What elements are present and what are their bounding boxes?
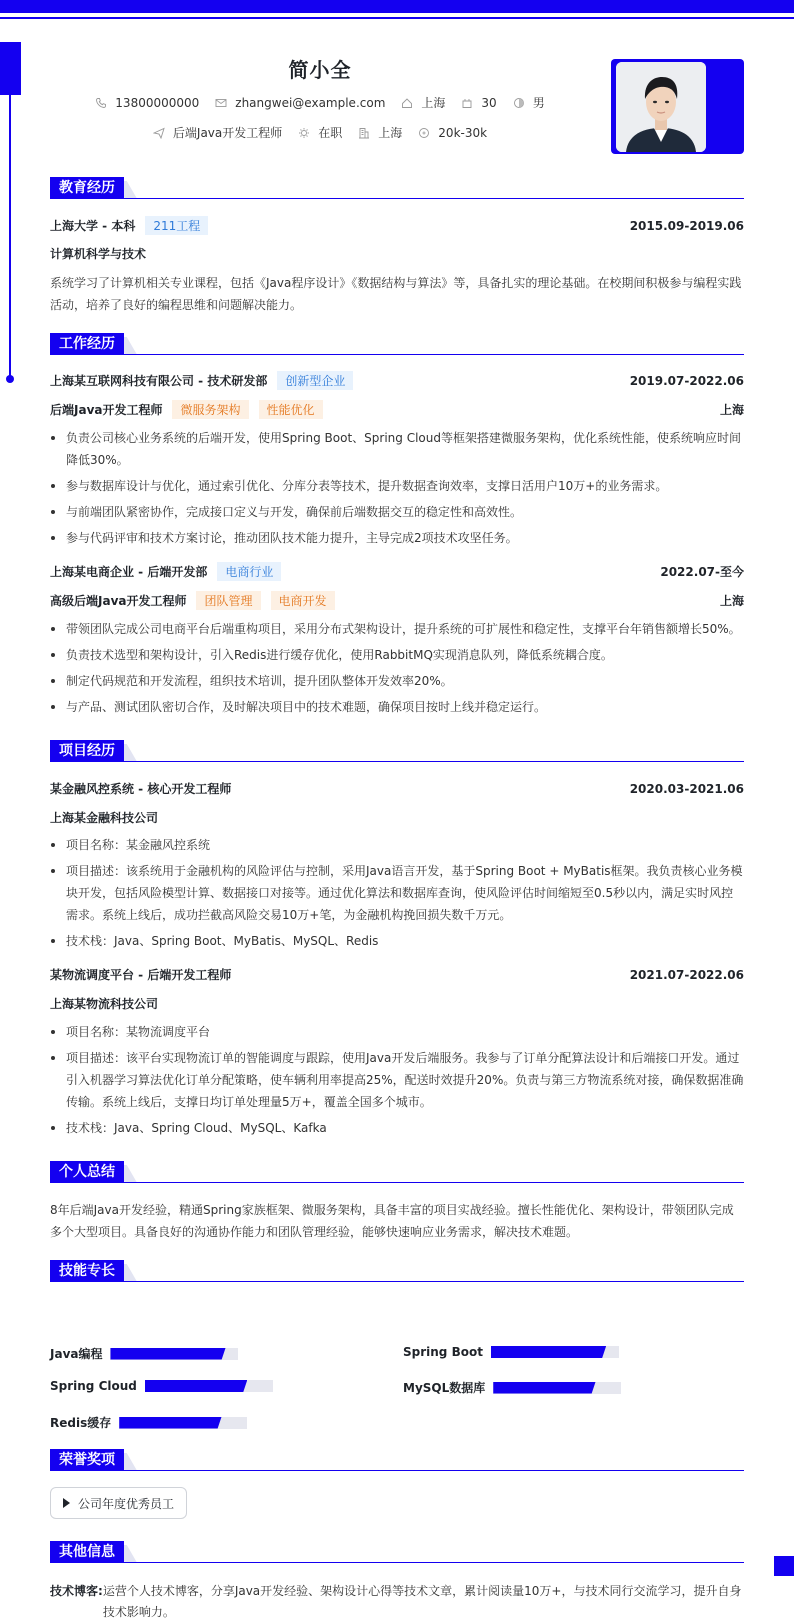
role-tag: 微服务架构 [172,400,248,419]
gender-icon [513,97,525,109]
list-item: 负责公司核心业务系统的后端开发，使用Spring Boot、Spring Cloud等框架搭建微服务架构，优化系统性能，使系统响应时间降低30%。 [50,427,744,471]
phone-icon [95,97,107,109]
project-company: 上海某金融科技公司 [50,811,159,825]
role-tag: 团队管理 [196,591,260,610]
salary-icon [418,127,430,139]
work-city: 上海 [719,403,744,417]
section-title-text: 荣誉奖项 [50,1449,124,1471]
project-bullets [50,834,744,956]
status-item [298,124,342,141]
honor-text: 公司年度优秀员工 [78,1496,175,1511]
project-row [50,966,744,983]
section-title-text: 其他信息 [50,1541,124,1563]
list-item: 带领团队完成公司电商平台后端重构项目，采用分布式架构设计，提升系统的可扩展性和稳定性，支撑平台年销售额增长50%。 [50,618,744,640]
list-item: 项目描述：该系统用于金融机构的风险评估与控制，采用Java语言开发，基于Spring Boot + MyBatis框架。我负责核心业务模块开发，包括风险模型计算、数据接口对接等。通过优化算法和数据库查询，使风险评估时间缩短至0.5秒以内，满足实时风控需求。系统上线后，成功拦截高风险交易10万+笔，为金融机构挽回损失数千万元。 [50,860,744,926]
skill-item [403,1345,619,1359]
school-name: 上海大学 - 本科 [50,219,136,233]
top-accent-line [0,17,794,19]
skill-bar-track [110,1348,238,1360]
skill-item [50,1414,247,1431]
skill-bar-fill [145,1380,247,1392]
section-honors [50,1449,744,1471]
other-info-row [50,1581,744,1623]
section-title-text: 个人总结 [50,1161,124,1183]
corner-accent-block [774,1556,794,1576]
side-accent-dot [6,375,14,383]
project-name: 某物流调度平台 - 后端开发工程师 [50,968,232,982]
work-date: 2019.07-2022.06 [629,373,744,388]
project-date: 2020.03-2021.06 [629,781,744,796]
skill-bar-fill [493,1382,595,1394]
work-role-row [50,400,744,419]
work-role-row [50,591,744,610]
work-bullets [50,427,744,553]
work-company-row [50,371,744,390]
project-bullets [50,1021,744,1143]
list-item: 项目名称：某金融风控系统 [50,834,744,856]
section-title-text: 教育经历 [50,177,124,199]
skill-name: Java编程 [50,1347,103,1361]
side-accent-block [0,42,21,95]
avatar-portrait [616,62,706,152]
skill-name: Spring Cloud [50,1379,137,1393]
project-company: 上海某物流科技公司 [50,997,159,1011]
section-divider [50,1182,744,1183]
company-badge: 电商行业 [217,562,281,581]
section-other [50,1541,744,1563]
role-tag: 电商开发 [271,591,335,610]
job-target-item [153,124,282,141]
section-divider [50,1562,744,1563]
education-description: 系统学习了计算机相关专业课程，包括《Java程序设计》《数据结构与算法》等，具备扎实的理论基础。在校期间积极参与编程实践活动，培养了良好的编程思维和问题解决能力。 [50,276,742,312]
company-name: 上海某电商企业 - 后端开发部 [50,565,208,579]
skill-bar-fill [491,1346,606,1358]
skill-bar-fill [110,1348,225,1360]
salary-text: 20k-30k [438,125,488,140]
age-icon [461,97,473,109]
location-icon [401,97,413,109]
major-row [50,245,744,262]
salary-item [418,126,487,140]
candidate-name: 简小全 [288,58,352,82]
project-name: 某金融风控系统 - 核心开发工程师 [50,782,232,796]
job-role: 高级后端Java开发工程师 [50,594,187,608]
list-item: 参与数据库设计与优化，通过索引优化、分库分表等技术，提升数据查询效率，支撑日活用户10万+的业务需求。 [50,475,744,497]
mail-icon [215,97,227,109]
company-badge: 创新型企业 [277,371,353,390]
location-item [401,94,445,111]
list-item: 项目名称：某物流调度平台 [50,1021,744,1043]
section-title-text: 技能专长 [50,1260,124,1282]
status-text: 在职 [318,126,343,140]
building-icon [358,127,370,139]
age-item [461,96,496,110]
honor-item[interactable] [50,1487,187,1519]
play-icon [63,1498,70,1508]
city-item [358,124,402,141]
major-name: 计算机科学与技术 [50,247,147,261]
email-text: zhangwei@example.com [235,95,386,110]
project-company-row [50,995,744,1012]
list-item: 与产品、测试团队密切合作，及时解决项目中的技术难题，确保项目按时上线并稳定运行。 [50,696,744,718]
gender-item [513,94,545,111]
section-summary [50,1161,744,1183]
work-company-row [50,562,744,581]
resume-header [50,56,590,141]
section-title-text: 项目经历 [50,740,124,762]
skill-item [50,1345,238,1362]
section-divider [50,1281,744,1282]
education-date: 2015.09-2019.06 [629,218,744,233]
skill-item [50,1379,273,1393]
list-item: 参与代码评审和技术方案讨论，推动团队技术能力提升，主导完成2项技术攻坚任务。 [50,527,744,549]
skill-bar-track [491,1346,619,1358]
age-text: 30 [481,95,497,110]
section-work [50,333,744,355]
work-date: 2022.07-至今 [660,565,744,579]
job-role: 后端Java开发工程师 [50,403,163,417]
email-item [215,96,385,110]
list-item: 技术栈：Java、Spring Cloud、MySQL、Kafka [50,1117,744,1139]
job-target-text: 后端Java开发工程师 [172,126,283,140]
skill-bar-track [119,1417,247,1429]
location-text: 上海 [421,96,446,110]
list-item: 技术栈：Java、Spring Boot、MyBatis、MySQL、Redis [50,930,744,952]
company-name: 上海某互联网科技有限公司 - 技术研发部 [50,374,268,388]
skill-bar-fill [119,1417,221,1429]
summary-text: 8年后端Java开发经验，精通Spring家族框架、微服务架构，具备丰富的项目实战经验。擅长性能优化、架构设计，带领团队完成多个大型项目。具备良好的沟通协作能力和团队管理经验，能够快速响应业务需求，解决技术难题。 [50,1203,734,1239]
project-company-row [50,809,744,826]
list-item: 与前端团队紧密协作，完成接口定义与开发，确保前后端数据交互的稳定性和高效性。 [50,501,744,523]
other-value: 运营个人技术博客，分享Java开发经验、架构设计心得等技术文章，累计阅读量10万+，与技术同行交流学习，提升自身技术影响力。 [102,1584,742,1619]
avatar [616,62,706,152]
section-divider [50,1470,744,1471]
skill-bar-track [145,1380,273,1392]
send-icon [153,127,165,139]
project-row [50,780,744,797]
list-item: 负责技术选型和架构设计，引入Redis进行缓存优化，使用RabbitMQ实现消息队列，降低系统耦合度。 [50,644,744,666]
work-city: 上海 [719,594,744,608]
skill-bar-track [493,1382,621,1394]
education-row [50,216,744,235]
contact-row [50,94,590,111]
work-bullets [50,618,744,722]
section-divider [50,198,744,199]
gender-text: 男 [532,96,545,110]
job-row [50,124,590,141]
phone-text: 13800000000 [115,95,200,110]
section-divider [50,354,744,355]
section-title-text: 工作经历 [50,333,124,355]
skill-name: Spring Boot [403,1345,483,1359]
section-divider [50,761,744,762]
other-key: 技术博客: [50,1584,103,1598]
school-badge: 211工程 [145,216,208,235]
section-education [50,177,744,199]
role-tag: 性能优化 [259,400,323,419]
skill-name: Redis缓存 [50,1416,112,1430]
city-text: 上海 [378,126,403,140]
phone-item [95,96,199,110]
list-item: 制定代码规范和开发流程，组织技术培训，提升团队整体开发效率20%。 [50,670,744,692]
section-projects [50,740,744,762]
section-skills [50,1260,744,1282]
side-accent-line [9,95,11,380]
skill-item [403,1379,621,1396]
top-accent-bar [0,0,794,13]
status-icon [298,127,310,139]
skill-name: MySQL数据库 [403,1381,486,1395]
project-date: 2021.07-2022.06 [629,967,744,982]
list-item: 项目描述：该平台实现物流订单的智能调度与跟踪，使用Java开发后端服务。我参与了订单分配算法设计和后端接口开发。通过引入机器学习算法优化订单分配策略，使车辆利用率提高25%，配送时效提升20%。负责与第三方物流系统对接，确保数据准确传输。系统上线后，支撑日均订单处理量5万+，覆盖全国多个城市。 [50,1047,744,1113]
